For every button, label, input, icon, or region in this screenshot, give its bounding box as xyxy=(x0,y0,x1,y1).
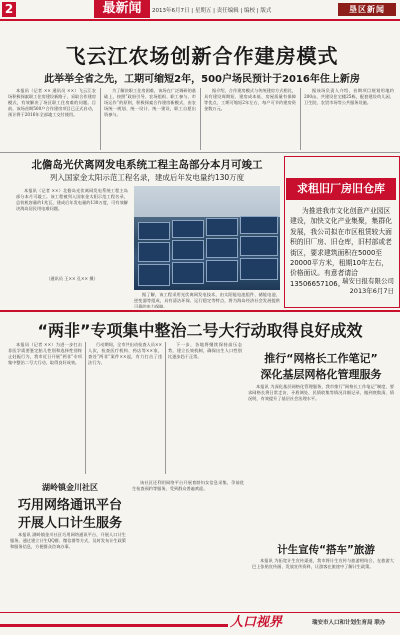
grid-headline-line2: 深化基层网格化管理服务 xyxy=(260,368,382,381)
huling-column-1: 本报讯 湖岭镇金川社区巧用网络通讯平台，开展人口计生服务，通过建立计生QQ群、微信群等方式，及时发布计生政策和服务信息，方便群众咨询办事。 xyxy=(10,532,126,549)
lead-subhead: 此举举全省之先，工期可缩短2年，500户场民预计于2016年住上新房 xyxy=(44,74,360,85)
footer-brand: 人口视界 xyxy=(230,615,283,630)
huling-kicker: 湖岭镇金川社区 xyxy=(42,483,98,492)
lead-column-4: 据该场负责人介绍，首期项目规划用地约200亩，共建设住宅楼25栋，配套建设幼儿园、卫生院、农贸市场等公共服务设施。 xyxy=(304,88,394,105)
column-separator xyxy=(100,88,101,150)
twoillegal-headline: “两非”专项集中整治二号大行动取得良好成效 xyxy=(37,321,363,340)
ad-title: 求租旧厂房旧仓库 xyxy=(286,178,396,200)
dateline: 2013年6月7日 | 星期五 | 责任编辑 | 编校 | 版式 xyxy=(152,8,272,14)
huling-headline-line2: 开展人口计生服务 xyxy=(17,516,122,531)
solar-headline: 北儋岛光伏离网发电系统工程主岛部分本月可竣工 xyxy=(31,159,263,171)
column-separator xyxy=(165,342,166,474)
column-separator xyxy=(85,342,86,474)
header-bar xyxy=(0,0,400,20)
ad-body: 为推进我市文化创意产业园区建设，加快文化产业集聚，集群化发展，我公司拟在市区租赁较大面积的旧厂房、旧仓库，旧村部或老街区，要求建筑面积在5000至20000平方米，租期10年左右，价格面议。有意者请洽13506657106。 xyxy=(290,207,392,288)
grid-headline-line1: 推行“网格长工作笔记” xyxy=(264,352,378,365)
bus-headline: 计生宣传“搭车”旅游 xyxy=(277,544,375,556)
footer-slogan: 瑞安市人口和计划生育局 联办 xyxy=(312,620,386,626)
page-number: 2 xyxy=(2,2,16,17)
footer-bar xyxy=(0,624,228,627)
lead-column-3: 据介绍，合作建房模式与传统建房方式相比，具有建设周期短、建房成本低、房屋质量有保障等优点，工期可缩短2年左右，每户可节约建房资金数万元。 xyxy=(204,88,296,111)
twoillegal-column-2: 行动期间，全市共出动检查人员××人次，检查医疗机构、药店等××家，查处“两非”案件××起，有力打击了违法行为。 xyxy=(88,342,162,365)
twoillegal-column-1: 本报讯（记者 ××）为进一步打击非医学需要鉴定胎儿性别和选择性别终止妊娠行为，我市近日开展“两非”专项集中整治二号大行动，取得良好成效。 xyxy=(8,342,82,365)
twoillegal-column-3: 下一步，各地将继续保持高压态势，建立长效机制，确保出生人口性别比逐步趋于正常。 xyxy=(168,342,242,359)
lead-headline: 飞云江农场创新合作建房模式 xyxy=(65,44,339,68)
lead-column-1: 本报讯（记者 ×× 通讯员 ××）飞云江农场积极探索职工住房建设新路子，采取合作建房模式，有效解决了场区职工住房难的问题。目前，该场首期500户合作建房项目已正式启动，预计将于2016年全部竣工交付使用。 xyxy=(8,88,96,117)
huling-column-2: 该社区还利用网络平台开展育龄妇女信息采集、孕前优生检查预约等服务，受到群众普遍欢迎。 xyxy=(132,480,244,491)
solar-column-1: 本报讯（记者 ××）北儋岛光伏离网发电系统工程主岛部分本月可竣工。该工程被列入国家金太阳示范工程名录，总装机容量约1兆瓦，建成后年发电量约130万度，可有效解决海岛居民用电难问题。 xyxy=(16,188,128,211)
ad-signature: 瑞安日报有限公司 xyxy=(342,277,394,285)
solar-panel-photo xyxy=(134,186,280,290)
grid-body: 本报讯 为深化基层网格化管理服务，我市推行“网格长工作笔记”制度，要求网格长将日常走访、矛盾调处、民情收集等情况详细记录，做到底数清、情况明，有效提升了基层社会治理水平。 xyxy=(248,384,394,401)
masthead-logo: 垦区新闻 xyxy=(338,3,396,16)
solar-column-3: 据了解，该工程采用光伏离网发电技术，由太阳能电池组件、储能电池、逆变器等组成，具有清洁环保、运行稳定等特点，将为海岛经济社会发展提供可靠的电力保障。 xyxy=(134,292,280,308)
header-rule xyxy=(0,19,400,21)
huling-headline-line1: 巧用网络通讯平台 xyxy=(17,498,122,513)
lead-column-2: 为了解决职工住房困难，该场在广泛调研的基础上，按照“政府引导、农场组织、职工参与、市场运作”的原则，积极探索合作建房新模式，由农场统一规划、统一设计、统一建设，职工自愿出资参与。 xyxy=(104,88,196,117)
bus-body: 本报讯 为拓宽计生宣传渠道，我市将计生宣传与旅游相结合，在旅游大巴上张贴宣传画、发放宣传资料，让游客在旅途中了解计生政策。 xyxy=(252,558,394,569)
column-separator xyxy=(300,88,301,150)
story-divider xyxy=(0,152,400,153)
ad-date: 2013年6月7日 xyxy=(349,287,394,295)
section-rule xyxy=(0,310,400,312)
column-separator xyxy=(200,88,201,150)
solar-subhead: 列入国家金太阳示范工程名录，建成后年发电量约130万度 xyxy=(49,173,245,182)
section-tag: 最新闻 xyxy=(94,0,150,18)
solar-photo-caption: （通讯员 王×× 孔×× 摄） xyxy=(46,276,98,281)
